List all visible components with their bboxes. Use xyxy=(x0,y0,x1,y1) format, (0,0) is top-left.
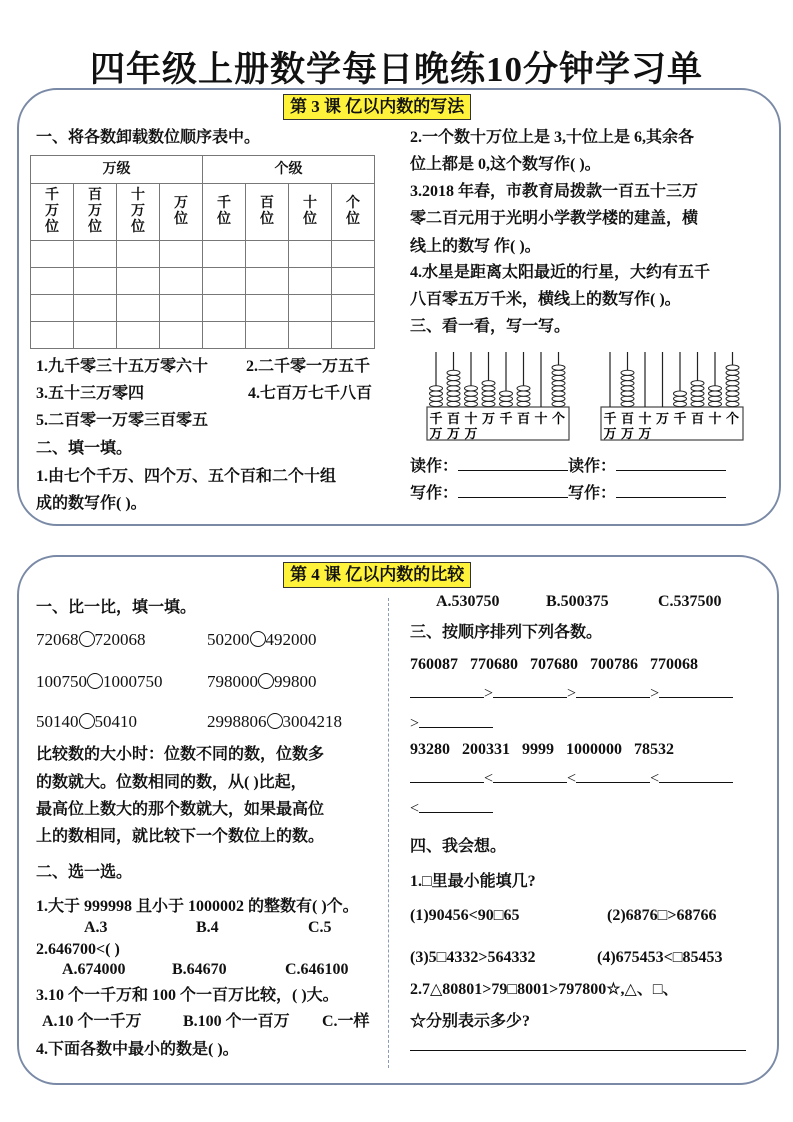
group-header: 万级 xyxy=(31,156,203,184)
column-header xyxy=(160,184,203,241)
abacus-bead xyxy=(726,375,739,380)
order-sign: < xyxy=(410,800,420,817)
table-row xyxy=(31,295,375,322)
answer-cell[interactable] xyxy=(160,322,203,349)
l3-item-5: 5.二百零一万零三百零五 xyxy=(36,412,209,429)
choice-2: 2.646700<( ) xyxy=(36,941,120,958)
left-number: 50200 xyxy=(207,630,250,649)
column-divider xyxy=(388,598,389,1068)
answer-cell[interactable] xyxy=(74,268,117,295)
order-blank[interactable] xyxy=(576,683,650,698)
abacus-bead xyxy=(691,396,704,401)
answer-cell[interactable] xyxy=(289,322,332,349)
choice-1-a[interactable]: A.3 xyxy=(84,919,108,936)
abacus-bead xyxy=(726,365,739,370)
abacus-bead xyxy=(709,391,722,396)
group-header: 个级 xyxy=(203,156,375,184)
right-number: 492000 xyxy=(265,630,317,649)
answer-cell[interactable] xyxy=(332,322,375,349)
right-number: 50410 xyxy=(94,712,137,731)
order-blank[interactable] xyxy=(659,768,733,783)
right-number: 99800 xyxy=(274,672,317,691)
order-blank[interactable] xyxy=(419,798,493,813)
abacus-bead xyxy=(447,391,460,396)
read-answer-1[interactable] xyxy=(458,456,568,471)
column-header xyxy=(203,184,246,241)
abacus-bead xyxy=(552,401,565,406)
left-number: 72068 xyxy=(36,630,79,649)
rod-label: 百 xyxy=(446,411,461,426)
abacus-bead xyxy=(621,386,634,391)
choice-2-c[interactable]: C.646100 xyxy=(285,961,349,978)
abacus-bead xyxy=(517,396,530,401)
order-row-2-end xyxy=(410,798,493,819)
abacus-bead xyxy=(517,391,530,396)
choice-1-c[interactable]: C.5 xyxy=(308,919,332,936)
l3-q2-line2: 位上都是 0,这个数写作( )。 xyxy=(410,156,601,173)
abacus-bead xyxy=(447,396,460,401)
think-1-1: (1)90456<90□65 xyxy=(410,907,520,924)
abacus-bead xyxy=(621,370,634,375)
column-label: 千万位 xyxy=(45,188,59,235)
l3-q2-line1: 2.一个数十万位上是 3,十位上是 6,其余各 xyxy=(410,129,695,146)
abacus-bead xyxy=(447,401,460,406)
answer-cell[interactable] xyxy=(332,295,375,322)
read-row xyxy=(410,456,726,477)
abacus-bead xyxy=(552,386,565,391)
l3-section2-title: 二、填一填。 xyxy=(36,440,133,457)
compare-circle[interactable] xyxy=(258,673,274,689)
order-blank[interactable] xyxy=(410,683,484,698)
rod-label-bottom: 万 xyxy=(603,426,617,441)
write-answer-2[interactable] xyxy=(616,483,726,498)
order-sign: > xyxy=(484,685,494,702)
abacus-bead xyxy=(465,401,478,406)
abacus-bead xyxy=(726,381,739,386)
abacus-bead xyxy=(482,401,495,406)
abacus-bead xyxy=(552,381,565,386)
column-label: 十万位 xyxy=(131,188,145,235)
think-1: 1.□里最小能填几? xyxy=(410,873,536,890)
abacus-bead xyxy=(621,391,634,396)
write-answer-1[interactable] xyxy=(458,483,568,498)
choice-4-a[interactable]: A.530750 xyxy=(436,593,500,610)
abacus-bead xyxy=(552,375,565,380)
order-blank[interactable] xyxy=(659,683,733,698)
abacus-bead xyxy=(482,386,495,391)
think-1-4: (4)675453<□85453 xyxy=(597,949,723,966)
answer-cell[interactable] xyxy=(117,241,160,268)
think-2-answer-line[interactable] xyxy=(410,1050,746,1051)
compare-item xyxy=(207,630,317,650)
rod-label-bottom: 万 xyxy=(429,426,443,441)
compare-circle[interactable] xyxy=(79,631,95,647)
answer-cell[interactable] xyxy=(74,322,117,349)
rod-label: 万 xyxy=(481,411,496,426)
abacus-bead xyxy=(691,386,704,391)
abacus-bead xyxy=(691,401,704,406)
order-row-1 xyxy=(410,683,733,704)
abacus-bead xyxy=(674,396,687,401)
order-sign: > xyxy=(650,685,660,702)
l4-section4-title: 四、我会想。 xyxy=(410,838,507,855)
l3-q3-line2: 零二百元用于光明小学教学楼的建盖，横 xyxy=(410,210,699,227)
abacus-bead xyxy=(552,365,565,370)
answer-cell[interactable] xyxy=(160,295,203,322)
column-label: 万位 xyxy=(174,196,188,227)
abacus-bead xyxy=(726,391,739,396)
rule-line-2: 的数就大。位数相同的数，从( )比起， xyxy=(36,774,307,791)
abacus-bead xyxy=(447,375,460,380)
answer-cell[interactable] xyxy=(117,322,160,349)
abacus-bead xyxy=(709,396,722,401)
compare-item xyxy=(36,712,137,732)
abacus-bead xyxy=(621,396,634,401)
right-number: 3004218 xyxy=(282,712,342,731)
answer-cell[interactable] xyxy=(31,322,74,349)
abacus-bead xyxy=(709,386,722,391)
order-sign: > xyxy=(567,685,577,702)
lesson-3-tag: 第 3 课 亿以内数的写法 xyxy=(283,94,471,120)
order-blank[interactable] xyxy=(419,713,493,728)
l4-section2-title: 二、选一选。 xyxy=(36,864,133,881)
answer-cell[interactable] xyxy=(74,295,117,322)
table-row xyxy=(31,241,375,268)
rod-label: 千 xyxy=(673,411,687,426)
sequence-1: 760087 770680 707680 700786 770068 xyxy=(410,656,698,673)
abacus-bead xyxy=(552,391,565,396)
abacus-bead xyxy=(621,375,634,380)
abacus-bead xyxy=(726,401,739,406)
column-label: 百位 xyxy=(260,196,274,227)
answer-cell[interactable] xyxy=(289,268,332,295)
choice-3-a[interactable]: A.10 个一千万 xyxy=(42,1013,142,1030)
answer-cell[interactable] xyxy=(160,268,203,295)
abacus-bead xyxy=(691,391,704,396)
answer-cell[interactable] xyxy=(31,268,74,295)
choice-4-c[interactable]: C.537500 xyxy=(658,593,722,610)
abacus-bead xyxy=(482,381,495,386)
l3-q1-line1: 1.由七个千万、四个万、五个百和二个十组 xyxy=(36,468,337,485)
order-sign: < xyxy=(484,770,494,787)
page-title: 四年级上册数学每日晚练10分钟学习单 xyxy=(89,50,703,89)
compare-circle[interactable] xyxy=(267,713,283,729)
read-label-2: 读作： xyxy=(568,458,617,475)
write-row xyxy=(410,483,726,504)
abacus-bead xyxy=(430,401,443,406)
l3-item-2: 2.二千零一万五千 xyxy=(246,358,371,375)
answer-cell[interactable] xyxy=(117,295,160,322)
abacus-bead xyxy=(552,396,565,401)
table-row xyxy=(31,322,375,349)
abacus-bead xyxy=(430,391,443,396)
answer-cell[interactable] xyxy=(74,241,117,268)
l3-section1-title: 一、将各数卸载数位顺序表中。 xyxy=(36,129,261,146)
choice-1: 1.大于 999998 且小于 1000002 的整数有( )个。 xyxy=(36,898,359,915)
left-number: 100750 xyxy=(36,672,87,691)
abacus-1 xyxy=(426,350,571,442)
abacus-bead xyxy=(465,396,478,401)
choice-2-b[interactable]: B.64670 xyxy=(172,961,227,978)
rod-label: 个 xyxy=(725,411,740,426)
abacus-bead xyxy=(465,386,478,391)
think-1-3: (3)5□4332>564332 xyxy=(410,949,536,966)
abacus-bead xyxy=(447,381,460,386)
abacus-bead xyxy=(430,386,443,391)
choice-4-b[interactable]: B.500375 xyxy=(546,593,609,610)
think-2-line2: ☆分别表示多少? xyxy=(410,1013,531,1030)
rod-label-bottom: 万 xyxy=(620,426,635,441)
l4-section3-title: 三、按顺序排列下列各数。 xyxy=(410,624,603,641)
abacus-bead xyxy=(691,381,704,386)
abacus-bead xyxy=(726,386,739,391)
abacus-bead xyxy=(726,370,739,375)
rod-label: 十 xyxy=(534,411,548,426)
column-header xyxy=(31,184,74,241)
abacus-bead xyxy=(447,370,460,375)
answer-cell[interactable] xyxy=(203,322,246,349)
choice-3: 3.10 个一千万和 100 个一百万比较，( )大。 xyxy=(36,987,339,1004)
abacus-bead xyxy=(621,401,634,406)
l3-section3-title: 三、看一看，写一写。 xyxy=(410,318,571,335)
answer-cell[interactable] xyxy=(203,268,246,295)
order-row-1-end xyxy=(410,713,493,734)
rule-line-3: 最高位上数大的那个数就大，如果最高位 xyxy=(36,801,325,818)
order-sign: < xyxy=(567,770,577,787)
abacus-bead xyxy=(517,386,530,391)
answer-cell[interactable] xyxy=(246,268,289,295)
rod-label: 千 xyxy=(499,411,513,426)
order-blank[interactable] xyxy=(493,683,567,698)
answer-cell[interactable] xyxy=(160,241,203,268)
order-sign: < xyxy=(650,770,660,787)
lesson-4-tag: 第 4 课 亿以内数的比较 xyxy=(283,562,471,588)
order-sign: > xyxy=(410,715,420,732)
write-label-1: 写作： xyxy=(410,485,459,502)
column-header xyxy=(246,184,289,241)
rod-label: 十 xyxy=(464,411,478,426)
answer-cell[interactable] xyxy=(31,295,74,322)
abacus-bead xyxy=(709,401,722,406)
place-value-table xyxy=(30,155,375,349)
rule-line-1: 比较数的大小时：位数不同的数，位数多 xyxy=(36,746,325,763)
rule-line-4: 上的数相同，就比较下一个数位上的数。 xyxy=(36,828,325,845)
l3-item-4: 4.七百万七千八百 xyxy=(248,385,373,402)
rod-label: 个 xyxy=(551,411,566,426)
abacus-bead xyxy=(517,401,530,406)
sequence-2: 93280 200331 9999 1000000 78532 xyxy=(410,741,674,758)
order-row-2 xyxy=(410,768,733,789)
column-label: 十位 xyxy=(303,196,317,227)
l3-q3-line3: 线上的数写 作( )。 xyxy=(410,238,541,255)
rod-label: 千 xyxy=(429,411,443,426)
column-label: 个位 xyxy=(346,196,360,227)
rod-label-bottom: 万 xyxy=(446,426,461,441)
column-header xyxy=(117,184,160,241)
abacus-bead xyxy=(482,391,495,396)
compare-item xyxy=(207,712,342,732)
abacus-bead xyxy=(430,396,443,401)
compare-circle[interactable] xyxy=(250,631,266,647)
answer-cell[interactable] xyxy=(117,268,160,295)
l3-q4-line1: 4.水星是距离太阳最近的行星，大约有五千 xyxy=(410,264,711,281)
compare-item xyxy=(36,630,146,650)
compare-item xyxy=(36,672,163,692)
compare-item xyxy=(207,672,317,692)
choice-2-a[interactable]: A.674000 xyxy=(62,961,126,978)
left-number: 2998806 xyxy=(207,712,267,731)
rod-label: 百 xyxy=(690,411,705,426)
abacus-bead xyxy=(552,370,565,375)
answer-cell[interactable] xyxy=(246,295,289,322)
rod-label-bottom: 万 xyxy=(638,426,652,441)
right-number: 720068 xyxy=(94,630,146,649)
rod-label: 万 xyxy=(655,411,670,426)
left-number: 50140 xyxy=(36,712,79,731)
choice-1-b[interactable]: B.4 xyxy=(196,919,219,936)
l3-q4-line2: 八百零五万千米，横线上的数写作( )。 xyxy=(410,291,681,308)
rod-label: 百 xyxy=(516,411,531,426)
answer-cell[interactable] xyxy=(246,241,289,268)
answer-cell[interactable] xyxy=(332,268,375,295)
table-row xyxy=(31,268,375,295)
answer-cell[interactable] xyxy=(289,241,332,268)
answer-cell[interactable] xyxy=(203,241,246,268)
rod-label-bottom: 万 xyxy=(464,426,478,441)
order-blank[interactable] xyxy=(576,768,650,783)
compare-circle[interactable] xyxy=(87,673,103,689)
l3-item-3: 3.五十三万零四 xyxy=(36,385,145,402)
column-label: 百万位 xyxy=(88,188,102,235)
abacus-bead xyxy=(500,391,513,396)
read-answer-2[interactable] xyxy=(616,456,726,471)
rod-label: 千 xyxy=(603,411,617,426)
order-blank[interactable] xyxy=(410,768,484,783)
choice-3-c[interactable]: C.一样 xyxy=(322,1013,370,1030)
compare-circle[interactable] xyxy=(79,713,95,729)
l3-item-1: 1.九千零三十五万零六十 xyxy=(36,358,209,375)
l4-section1-title: 一、比一比，填一填。 xyxy=(36,599,197,616)
column-header xyxy=(289,184,332,241)
rod-label: 十 xyxy=(638,411,652,426)
answer-cell[interactable] xyxy=(289,295,332,322)
left-number: 798000 xyxy=(207,672,258,691)
think-2-line1: 2.7△80801>79□8001>797800☆,△、□、 xyxy=(410,981,679,998)
abacus-bead xyxy=(500,401,513,406)
abacus-bead xyxy=(674,401,687,406)
choice-4: 4.下面各数中最小的数是( )。 xyxy=(36,1041,239,1058)
write-label-2: 写作： xyxy=(568,485,617,502)
abacus-2 xyxy=(600,350,745,442)
abacus-bead xyxy=(447,386,460,391)
rod-label: 十 xyxy=(708,411,722,426)
rod-label: 百 xyxy=(620,411,635,426)
order-blank[interactable] xyxy=(493,768,567,783)
abacus-bead xyxy=(465,391,478,396)
abacus-bead xyxy=(482,396,495,401)
answer-cell[interactable] xyxy=(246,322,289,349)
abacus-bead xyxy=(621,381,634,386)
column-label: 千位 xyxy=(217,196,231,227)
abacus-bead xyxy=(674,391,687,396)
abacus-bead xyxy=(726,396,739,401)
answer-cell[interactable] xyxy=(31,241,74,268)
choice-3-b[interactable]: B.100 个一百万 xyxy=(183,1013,290,1030)
l3-q3-line1: 3.2018 年春，市教育局拨款一百五十三万 xyxy=(410,183,699,200)
column-header xyxy=(74,184,117,241)
column-header xyxy=(332,184,375,241)
answer-cell[interactable] xyxy=(332,241,375,268)
answer-cell[interactable] xyxy=(203,295,246,322)
read-label-1: 读作： xyxy=(410,458,459,475)
abacus-bead xyxy=(500,396,513,401)
think-1-2: (2)6876□>68766 xyxy=(607,907,717,924)
l3-q1-line2: 成的数写作( )。 xyxy=(36,495,147,512)
right-number: 1000750 xyxy=(103,672,163,691)
